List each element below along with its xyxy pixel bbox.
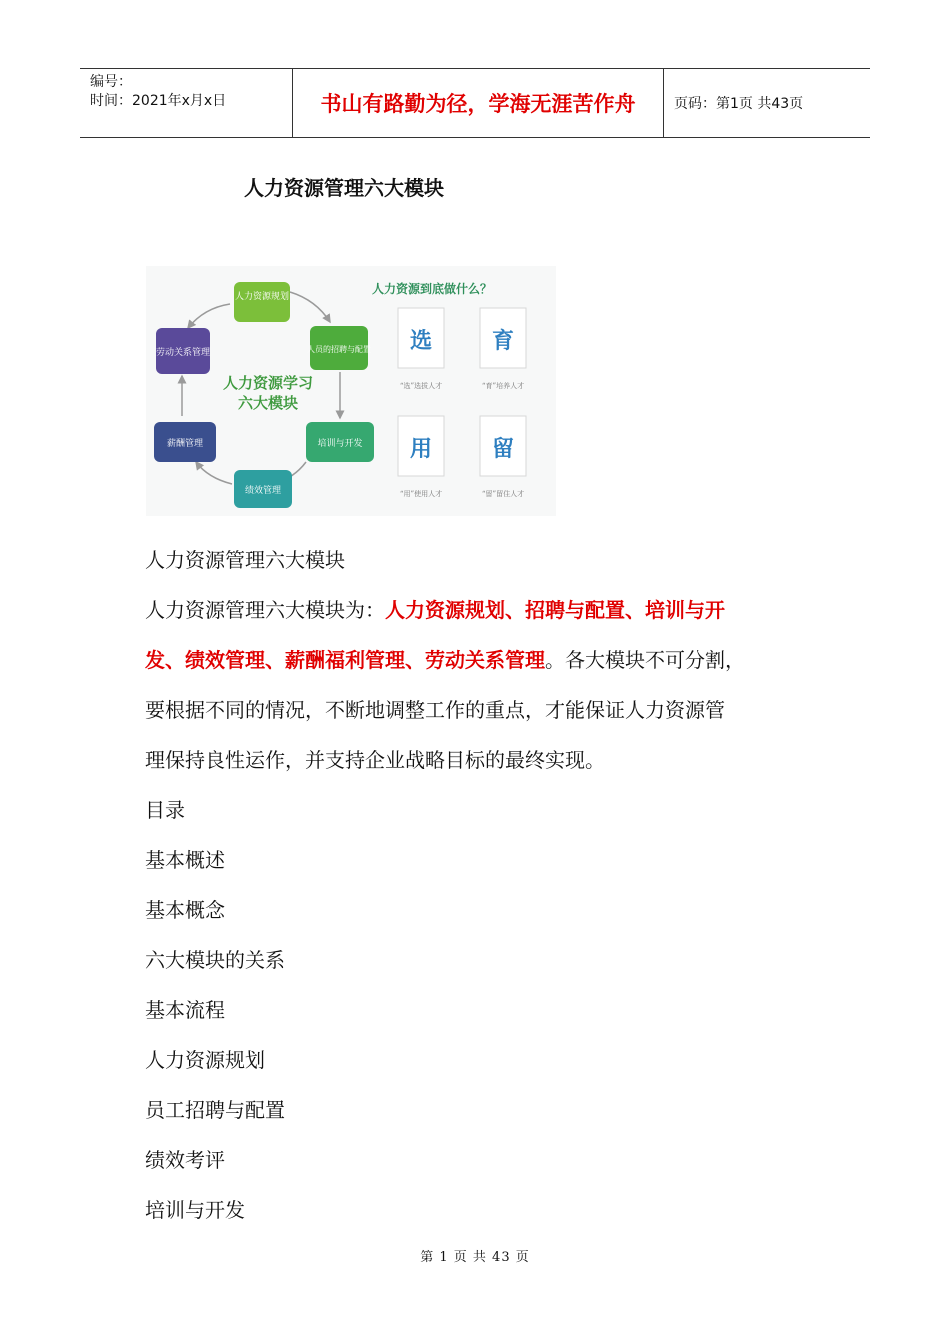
card-caption: “选”选拔人才	[399, 382, 443, 390]
toc-item: 绩效考评	[145, 1148, 225, 1172]
toc-item: 六大模块的关系	[145, 948, 285, 972]
toc-item: 基本流程	[145, 998, 225, 1022]
paragraph-line: 要根据不同的情况，不断地调整工作的重点，才能保证人力资源管	[145, 698, 725, 722]
node-training	[306, 422, 374, 462]
node-recruitment	[307, 326, 371, 370]
node-performance	[234, 470, 292, 508]
node-hr-planning	[234, 282, 290, 322]
toc-heading: 目录	[145, 798, 185, 822]
figure-center-line2: 六大模块	[237, 394, 299, 412]
card-caption: “用”使用人才	[399, 490, 443, 498]
toc-item: 基本概述	[145, 848, 225, 872]
paragraph-line	[145, 635, 825, 685]
node-label: 薪酬管理	[166, 439, 204, 449]
header-meta	[80, 69, 293, 137]
card-char: 选	[409, 328, 433, 354]
card-char: 育	[491, 328, 515, 354]
figure-illustration	[146, 266, 556, 516]
toc-item: 培训与开发	[145, 1198, 245, 1222]
toc-item: 员工招聘与配置	[145, 1098, 285, 1122]
card-caption: “育”培养人才	[481, 382, 525, 390]
figure-question: 人力资源到底做什么？	[372, 282, 493, 296]
node-label: 人力资源规划	[234, 292, 290, 302]
header-page-info: 页码：第1页 共43页	[674, 96, 804, 112]
node-label: 人员的招聘与配置	[307, 345, 371, 354]
figure-center-line1: 人力资源学习	[222, 374, 314, 392]
paragraph-text: 。各大模块不可分割，	[545, 648, 745, 672]
hr-six-modules-figure	[146, 266, 556, 516]
card-caption: “留”留住人才	[481, 490, 525, 498]
node-label: 绩效管理	[244, 486, 282, 496]
toc-item: 基本概念	[145, 898, 225, 922]
node-labor-relations	[156, 328, 210, 374]
header-motto: 书山有路勤为径，学海无涯苦作舟	[293, 69, 664, 137]
section-heading: 人力资源管理六大模块	[145, 548, 345, 572]
header-time: 时间：2021年x月x日	[90, 93, 227, 109]
card-char: 用	[409, 436, 433, 462]
header-number: 编号：	[90, 74, 132, 90]
node-label: 培训与开发	[317, 439, 363, 449]
toc-item: 人力资源规划	[145, 1048, 265, 1072]
page-footer: 第 1 页 共 43 页	[420, 1250, 530, 1265]
highlight-text: 发、绩效管理、薪酬福利管理、劳动关系管理	[145, 648, 545, 672]
paragraph-line: 理保持良性运作，并支持企业战略目标的最终实现。	[145, 748, 605, 772]
node-label: 劳动关系管理	[155, 348, 211, 358]
node-compensation	[154, 422, 216, 462]
paragraph-line	[145, 585, 825, 635]
document-body	[145, 535, 825, 1235]
page-header	[80, 68, 870, 138]
highlight-text: 人力资源规划、招聘与配置、培训与开	[385, 598, 725, 622]
paragraph-text: 人力资源管理六大模块为：	[145, 598, 385, 622]
card-char: 留	[491, 436, 515, 462]
document-title: 人力资源管理六大模块	[244, 176, 444, 200]
